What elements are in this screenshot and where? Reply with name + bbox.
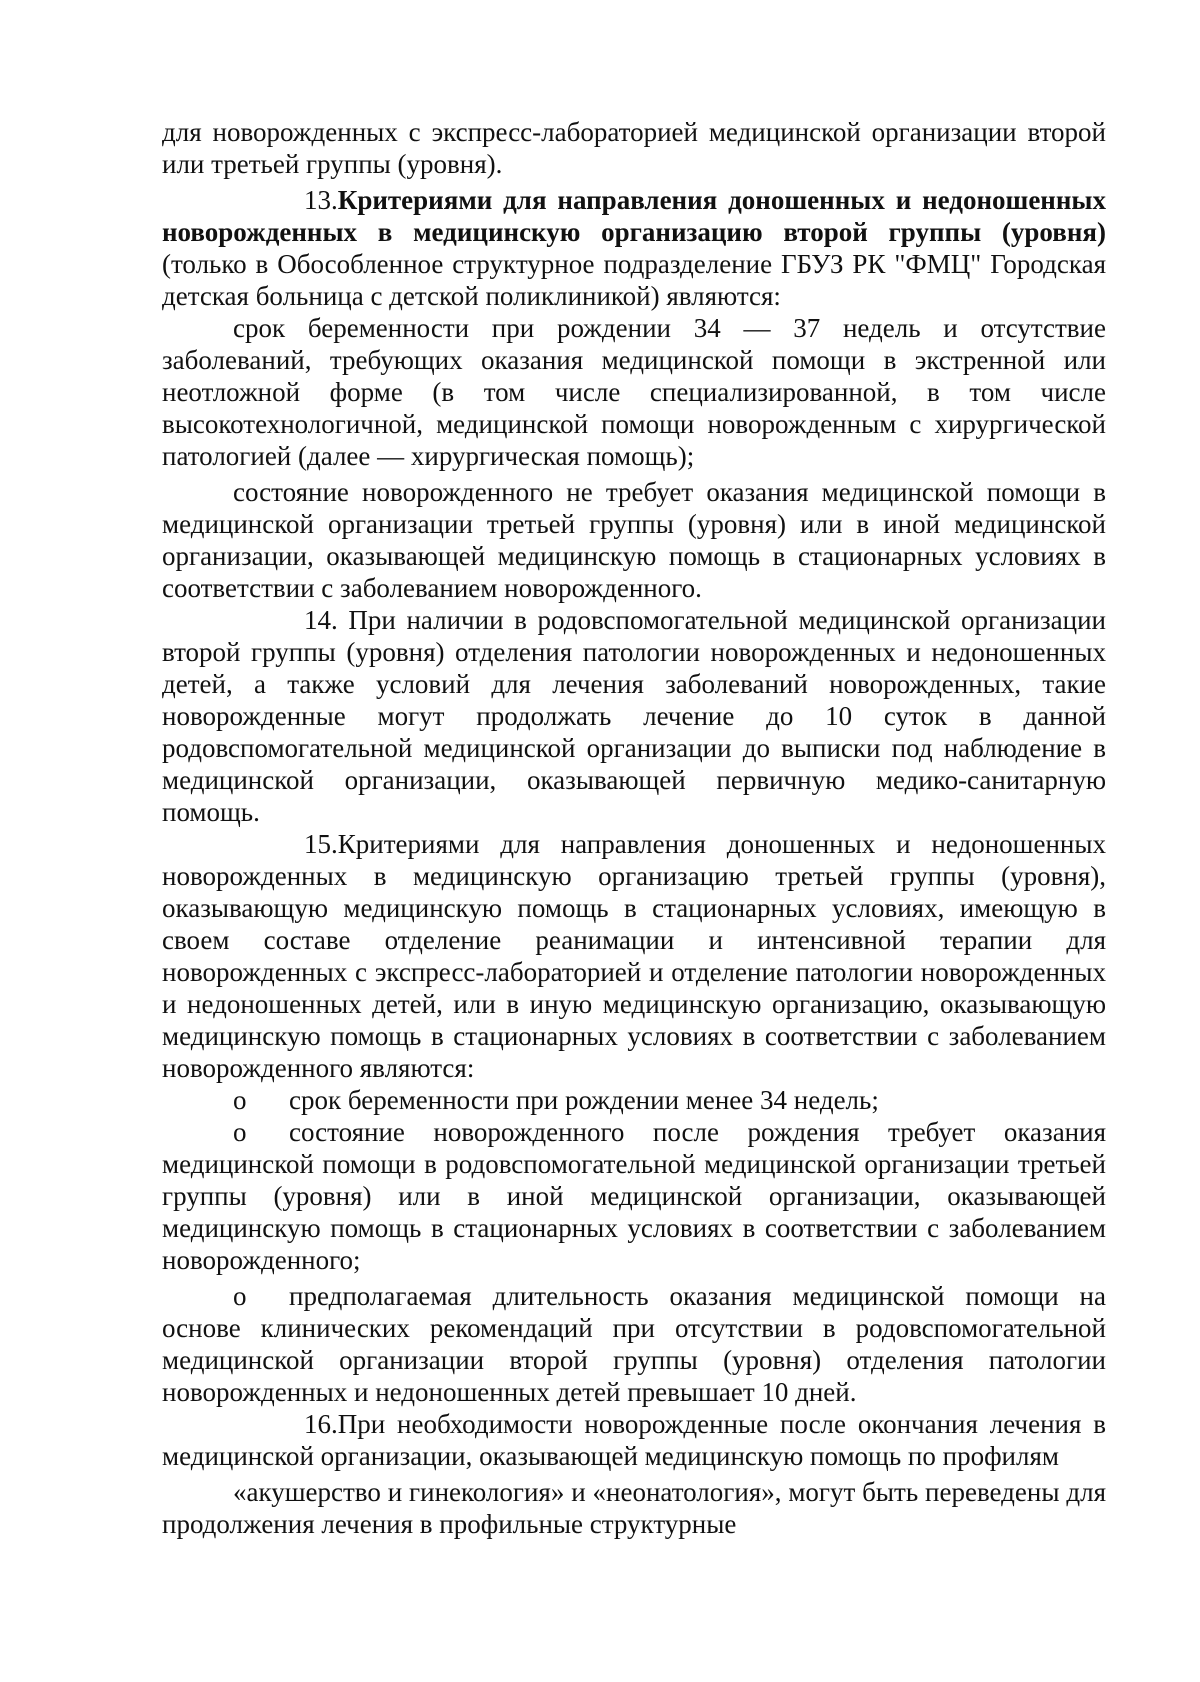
paragraph-13-rest: (только в Обособленное структурное подразделение ГБУЗ РК "ФМЦ" Городская детская больница с детской поликлиникой) являются: — [162, 249, 1106, 311]
bullet-marker: o — [233, 1117, 247, 1147]
paragraph-15-text: Критериями для направления доношенных и недоношенных новорожденных в медицинскую организацию третьей группы (уровня), оказывающую медицинскую помощь в стационарных условиях, имеющую в своем составе отделение реанимации и интенсивной терапии для новорожденных с экспресс-лабораторией и отделение патологии новорожденных и недоношенных детей, или в иную медицинскую организацию, оказывающую медицинскую помощь в стационарных условиях в соответствии с заболеванием новорожденного являются: — [162, 829, 1106, 1083]
list-item-text: срок беременности при рождении менее 34 недель; — [289, 1085, 879, 1115]
list-item-text: состояние новорожденного после рождения требует оказания медицинской помощи в родовспомогательной медицинской организации третьей группы (уровня) или в иной медицинской организации, оказывающей медицинскую помощь в стационарных условиях в соответствии с заболеванием новорожденного; — [162, 1117, 1106, 1275]
paragraph-number: 14. — [304, 605, 338, 635]
paragraph-13-criterion-b: состояние новорожденного не требует оказания медицинской помощи в медицинской организации третьей группы (уровня) или в иной медицинской организации, оказывающей медицинскую помощь в стационарных условиях в соответствии с заболеванием новорожденного. — [162, 477, 1106, 603]
paragraph-16-continued: «акушерство и гинекология» и «неонатология», могут быть переведены для продолжения лечения в профильные структурные — [162, 1477, 1106, 1539]
paragraph-number: 15. — [304, 829, 338, 859]
paragraph-15 — [162, 828, 1106, 1084]
bullet-marker: o — [233, 1085, 247, 1115]
paragraph-13-criterion-a: срок беременности при рождении 34 — 37 недель и отсутствие заболеваний, требующих оказания медицинской помощи в экстренной или неотложной форме (в том числе специализированной, в том числе высокотехнологичной, медицинской помощи новорожденным с хирургической патологией (далее — хирургическая помощь); — [162, 313, 1106, 471]
list-item-text: предполагаемая длительность оказания медицинской помощи на основе клинических рекомендаций при отсутствии в родовспомогательной медицинской организации второй группы (уровня) отделения патологии новорожденных и недоношенных детей превышает 10 дней. — [162, 1281, 1106, 1407]
paragraph-13 — [162, 184, 1106, 312]
paragraph-14-text: При наличии в родовспомогательной медицинской организации второй группы (уровня) отделения патологии новорожденных и недоношенных детей, а также условий для лечения заболеваний новорожденных, такие новорожденные могут продолжать лечение до 10 суток в данной родовспомогательной медицинской организации до выписки под наблюдение в медицинской организации, оказывающей первичную медико-санитарную помощь. — [162, 605, 1107, 827]
document-body — [162, 116, 1106, 1540]
paragraph-intro: для новорожденных с экспресс-лабораторией медицинской организации второй или третьей группы (уровня). — [162, 117, 1106, 179]
list-item — [162, 1116, 1106, 1276]
list-item — [162, 1280, 1106, 1408]
paragraph-16-text: При необходимости новорожденные после окончания лечения в медицинской организации, оказывающей медицинскую помощь по профилям — [162, 1409, 1106, 1471]
paragraph-number: 16. — [304, 1409, 338, 1439]
paragraph-16 — [162, 1408, 1106, 1472]
bullet-marker: o — [233, 1281, 247, 1311]
paragraph-14 — [162, 604, 1106, 828]
paragraph-number: 13. — [304, 185, 338, 215]
paragraph-13-bold-lead: Критериями для направления доношенных и недоношенных новорожденных в медицинскую организацию второй группы (уровня) — [162, 185, 1106, 247]
list-item — [162, 1084, 1106, 1116]
